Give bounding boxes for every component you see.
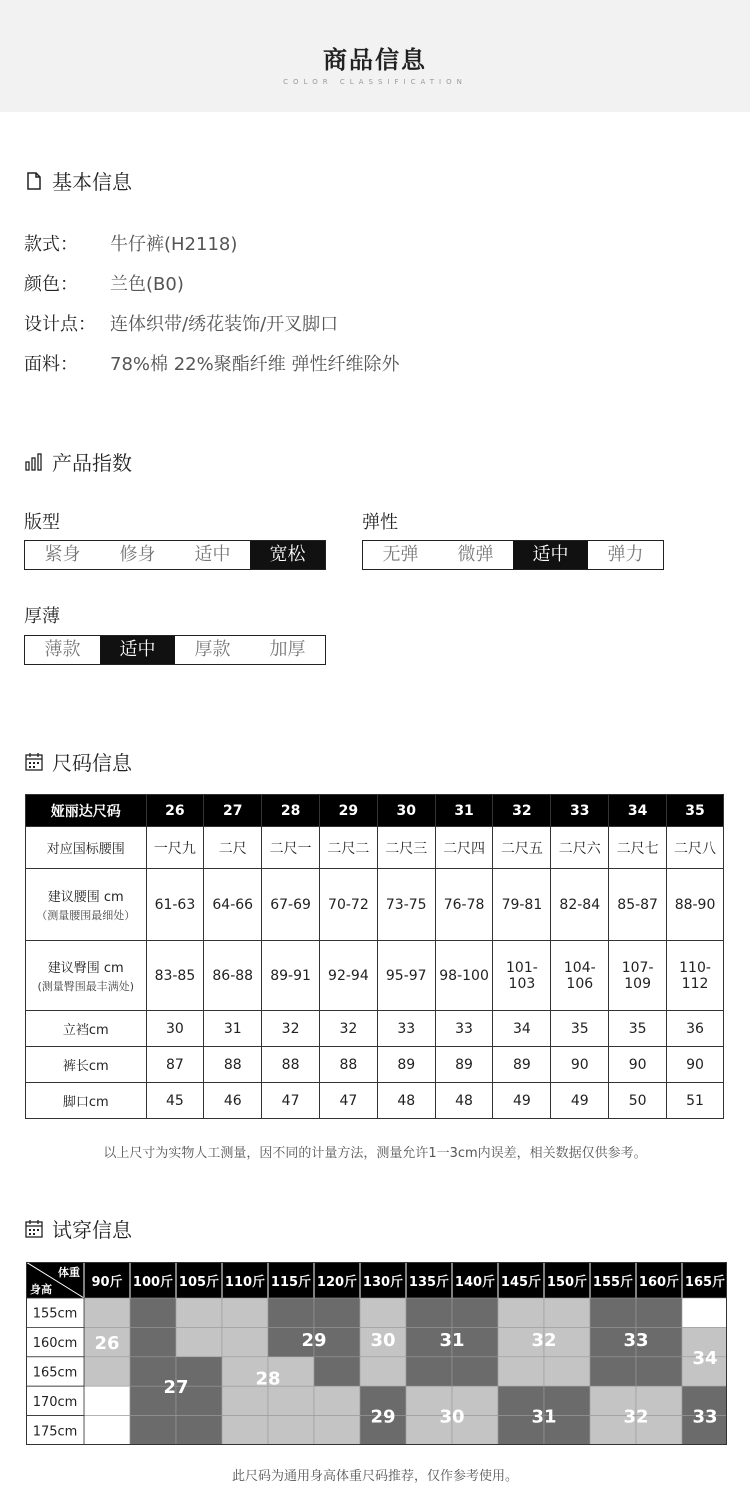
size-cell: 二尺七: [609, 827, 667, 869]
size-table: [25, 794, 724, 1119]
index-option: 紧身: [44, 544, 81, 565]
fit-cell: [222, 1416, 268, 1445]
size-cell: 49: [551, 1083, 609, 1119]
fit-cell: [498, 1298, 544, 1327]
fit-height-label: 160cm: [32, 1336, 78, 1352]
fit-weight-label: 145斤: [500, 1275, 542, 1290]
size-cell: 87: [146, 1047, 204, 1083]
index-label-fit: 版型: [24, 512, 60, 533]
size-cell: 92-94: [319, 941, 377, 1011]
fit-weight-label: 105斤: [178, 1275, 220, 1290]
size-cell: 一尺九: [146, 827, 204, 869]
size-row-label: [26, 869, 147, 941]
fit-cell: [406, 1298, 452, 1327]
fit-corner-weight: 体重: [58, 1266, 80, 1279]
fit-weight-label: 115斤: [270, 1275, 312, 1290]
size-cell: 79-81: [493, 869, 551, 941]
fit-cell: [314, 1298, 360, 1327]
fit-cell: [176, 1327, 222, 1356]
size-row-label: [26, 1047, 147, 1083]
index-option: 厚款: [194, 639, 231, 660]
size-cell: 35: [551, 1011, 609, 1047]
size-cell: 48: [377, 1083, 435, 1119]
fit-cell: [314, 1386, 360, 1415]
size-cell: 76-78: [435, 869, 493, 941]
index-option: 适中: [513, 541, 588, 569]
section-size-title: [24, 747, 132, 776]
fit-weight-label: 90斤: [91, 1275, 123, 1290]
bar-chart-icon: [24, 452, 44, 472]
size-cell: 90: [667, 1047, 724, 1083]
size-header-cell: 35: [667, 795, 724, 827]
fit-size-label: 29: [370, 1406, 396, 1428]
size-cell: 90: [609, 1047, 667, 1083]
fit-cell: [452, 1298, 498, 1327]
size-note: 以上尺寸为实物人工测量，因不同的计量方法，测量允许1一3cm内误差，相关数据仅供参考。: [103, 1146, 647, 1161]
fit-size-label: 34: [692, 1347, 718, 1369]
fit-size-label: 30: [439, 1406, 465, 1428]
section-fit-label: 试穿信息: [52, 1218, 132, 1242]
size-cell: 30: [146, 1011, 204, 1047]
size-cell: 61-63: [146, 869, 204, 941]
info-label: 面料：: [24, 354, 78, 375]
size-cell: 85-87: [609, 869, 667, 941]
size-row-label-text: 裤长cm: [62, 1059, 109, 1074]
size-row-label-text: 建议腰围 cm: [47, 890, 124, 905]
size-cell: 88: [204, 1047, 262, 1083]
info-label: 颜色：: [24, 274, 78, 295]
size-cell: 47: [319, 1083, 377, 1119]
section-basic-title: [24, 166, 132, 195]
fit-size-label: 28: [255, 1368, 281, 1390]
fit-cell: [544, 1298, 590, 1327]
index-option: 微弹: [457, 544, 494, 565]
fit-weight-label: 135斤: [408, 1275, 450, 1290]
size-cell: 48: [435, 1083, 493, 1119]
fit-cell: [176, 1416, 222, 1445]
size-cell: 二尺三: [377, 827, 435, 869]
document-icon: [24, 171, 44, 191]
size-cell: 34: [493, 1011, 551, 1047]
fit-cell: [590, 1298, 636, 1327]
fit-cell: [268, 1416, 314, 1445]
size-cell: 86-88: [204, 941, 262, 1011]
fit-weight-label: 130斤: [362, 1275, 404, 1290]
fit-note: 此尺码为通用身高体重尺码推荐，仅作参考使用。: [231, 1469, 518, 1484]
index-option: 修身: [119, 544, 156, 565]
section-basic-label: 基本信息: [52, 170, 132, 194]
fit-cell: [636, 1357, 682, 1386]
info-value: 连体织带/绣花装饰/开叉脚口: [110, 314, 339, 335]
size-cell: 51: [667, 1083, 724, 1119]
index-option: 适中: [100, 636, 175, 664]
index-label-elastic: 弹性: [362, 512, 398, 533]
fit-cell: [498, 1357, 544, 1386]
size-cell: 31: [204, 1011, 262, 1047]
info-value: 78%棉 22%聚酯纤维 弹性纤维除外: [110, 354, 400, 375]
fit-weight-label: 165斤: [684, 1275, 726, 1290]
info-label: 款式：: [24, 234, 78, 255]
fit-cell: [222, 1298, 268, 1327]
index-option: 宽松: [250, 541, 325, 569]
size-header-cell: 30: [377, 795, 435, 827]
info-row-fabric: [24, 350, 399, 376]
size-row-label-sub: （测量腰围最细处）: [36, 909, 136, 922]
size-row-label: [26, 827, 147, 869]
fit-cell: [636, 1298, 682, 1327]
size-cell: 89: [493, 1047, 551, 1083]
size-cell: 46: [204, 1083, 262, 1119]
size-cell: 95-97: [377, 941, 435, 1011]
size-cell: 89: [377, 1047, 435, 1083]
size-cell: 45: [146, 1083, 204, 1119]
fit-size-label: 32: [623, 1406, 649, 1428]
size-cell: 70-72: [319, 869, 377, 941]
fit-corner-height: 身高: [30, 1283, 52, 1296]
fit-cell: [222, 1386, 268, 1415]
fit-cell: [268, 1298, 314, 1327]
fit-cell: [314, 1357, 360, 1386]
fit-cell: [268, 1386, 314, 1415]
fit-height-label: 165cm: [32, 1365, 78, 1381]
size-cell: 二尺五: [493, 827, 551, 869]
size-cell: 110-112: [667, 941, 724, 1011]
size-row-label-text: 建议臀围 cm: [47, 961, 124, 976]
size-row-label-text: 立裆cm: [62, 1023, 109, 1038]
size-cell: 32: [319, 1011, 377, 1047]
size-cell: 88: [262, 1047, 320, 1083]
size-cell: 47: [262, 1083, 320, 1119]
table-row: [26, 827, 724, 869]
size-cell: 83-85: [146, 941, 204, 1011]
index-option: 加厚: [269, 639, 306, 660]
size-header-cell: 29: [319, 795, 377, 827]
size-row-label: [26, 941, 147, 1011]
size-row-label: [26, 1011, 147, 1047]
fit-weight-label: 120斤: [316, 1275, 358, 1290]
section-size-label: 尺码信息: [52, 751, 132, 775]
fit-size-label: 31: [439, 1330, 465, 1352]
table-row: [26, 1011, 724, 1047]
info-label: 设计点：: [24, 314, 96, 335]
fit-height-label: 175cm: [32, 1424, 78, 1440]
size-cell: 33: [435, 1011, 493, 1047]
fit-cell: [452, 1357, 498, 1386]
calendar-grid-icon: [24, 752, 44, 772]
size-cell: 98-100: [435, 941, 493, 1011]
table-row: [26, 1047, 724, 1083]
fit-cell: [84, 1357, 130, 1386]
fit-size-label: 33: [692, 1406, 718, 1428]
fit-weight-label: 160斤: [638, 1275, 680, 1290]
size-cell: 35: [609, 1011, 667, 1047]
section-index-label: 产品指数: [52, 451, 132, 475]
size-header-brand: 娅丽达尺码: [26, 795, 147, 827]
fit-cell: [590, 1357, 636, 1386]
size-cell: 89-91: [262, 941, 320, 1011]
info-value: 牛仔裤(H2118): [110, 234, 238, 255]
page-header: [0, 0, 750, 112]
page-title: 商品信息: [323, 46, 427, 74]
size-cell: 36: [667, 1011, 724, 1047]
size-header-cell: 31: [435, 795, 493, 827]
size-cell: 67-69: [262, 869, 320, 941]
section-fit-title: [24, 1214, 132, 1243]
size-cell: 90: [551, 1047, 609, 1083]
fit-size-label: 31: [531, 1406, 557, 1428]
size-cell: 二尺: [204, 827, 262, 869]
table-row: [26, 1083, 724, 1119]
size-row-label-text: 脚口cm: [62, 1095, 109, 1110]
size-header-cell: 27: [204, 795, 262, 827]
fit-chart: [26, 1262, 727, 1445]
fit-cell: [130, 1298, 176, 1327]
size-cell: 107-109: [609, 941, 667, 1011]
size-cell: 89: [435, 1047, 493, 1083]
size-cell: 73-75: [377, 869, 435, 941]
index-option: 无弹: [382, 544, 419, 565]
fit-cell: [360, 1298, 406, 1327]
fit-cell: [130, 1416, 176, 1445]
size-cell: 64-66: [204, 869, 262, 941]
fit-cell: [176, 1298, 222, 1327]
section-index-title: [24, 447, 132, 476]
fit-weight-label: 110斤: [224, 1275, 266, 1290]
index-scale-fit: [24, 540, 326, 570]
size-header-cell: 32: [493, 795, 551, 827]
table-row: [26, 869, 724, 941]
fit-size-label: 27: [163, 1377, 189, 1399]
fit-cell: [544, 1357, 590, 1386]
info-row-color: [24, 270, 184, 296]
info-value: 兰色(B0): [110, 274, 184, 295]
size-row-label-text: 对应国标腰围: [46, 842, 125, 857]
index-option: 适中: [194, 544, 231, 565]
size-cell: 二尺一: [262, 827, 320, 869]
size-cell: 49: [493, 1083, 551, 1119]
index-option: 弹力: [607, 544, 644, 565]
size-row-label-sub: (测量臀围最丰满处): [37, 980, 135, 993]
size-cell: 88-90: [667, 869, 724, 941]
fit-cell: [130, 1327, 176, 1356]
fit-cell: [84, 1298, 130, 1327]
size-header-cell: 28: [262, 795, 320, 827]
size-cell: 82-84: [551, 869, 609, 941]
size-cell: 33: [377, 1011, 435, 1047]
size-header-cell: 34: [609, 795, 667, 827]
info-row-style: [24, 230, 237, 256]
index-scale-elastic: [362, 540, 664, 570]
fit-size-label: 33: [623, 1330, 649, 1352]
fit-weight-label: 100斤: [132, 1275, 174, 1290]
fit-cell: [360, 1357, 406, 1386]
size-cell: 二尺四: [435, 827, 493, 869]
size-cell: 101-103: [493, 941, 551, 1011]
size-header-cell: 26: [146, 795, 204, 827]
size-row-label: [26, 1083, 147, 1119]
fit-size-label: 26: [94, 1333, 120, 1355]
fit-cell: [84, 1386, 130, 1415]
table-row: [26, 941, 724, 1011]
size-header-cell: 33: [551, 795, 609, 827]
page-subtitle: COLOR CLASSIFICATION: [283, 78, 467, 86]
fit-height-label: 155cm: [32, 1306, 78, 1322]
size-cell: 88: [319, 1047, 377, 1083]
fit-cell: [406, 1357, 452, 1386]
size-cell: 50: [609, 1083, 667, 1119]
size-cell: 二尺八: [667, 827, 724, 869]
index-scale-thickness: [24, 635, 326, 665]
fit-cell: [84, 1416, 130, 1445]
info-row-design: [24, 310, 338, 336]
index-option: 薄款: [44, 639, 81, 660]
fit-weight-label: 155斤: [592, 1275, 634, 1290]
fit-height-label: 170cm: [32, 1394, 78, 1410]
fit-weight-label: 140斤: [454, 1275, 496, 1290]
fit-cell: [314, 1416, 360, 1445]
index-label-thickness: 厚薄: [24, 606, 60, 627]
size-cell: 32: [262, 1011, 320, 1047]
size-cell: 104-106: [551, 941, 609, 1011]
fit-size-label: 30: [370, 1330, 396, 1352]
calendar-grid-icon: [24, 1219, 44, 1239]
fit-size-label: 32: [531, 1330, 557, 1352]
size-cell: 二尺二: [319, 827, 377, 869]
fit-weight-label: 150斤: [546, 1275, 588, 1290]
fit-cell: [222, 1327, 268, 1356]
size-cell: 二尺六: [551, 827, 609, 869]
fit-size-label: 29: [301, 1330, 327, 1352]
fit-grid: [26, 1262, 727, 1445]
size-header-row: [26, 795, 724, 827]
fit-cell: [682, 1298, 727, 1327]
